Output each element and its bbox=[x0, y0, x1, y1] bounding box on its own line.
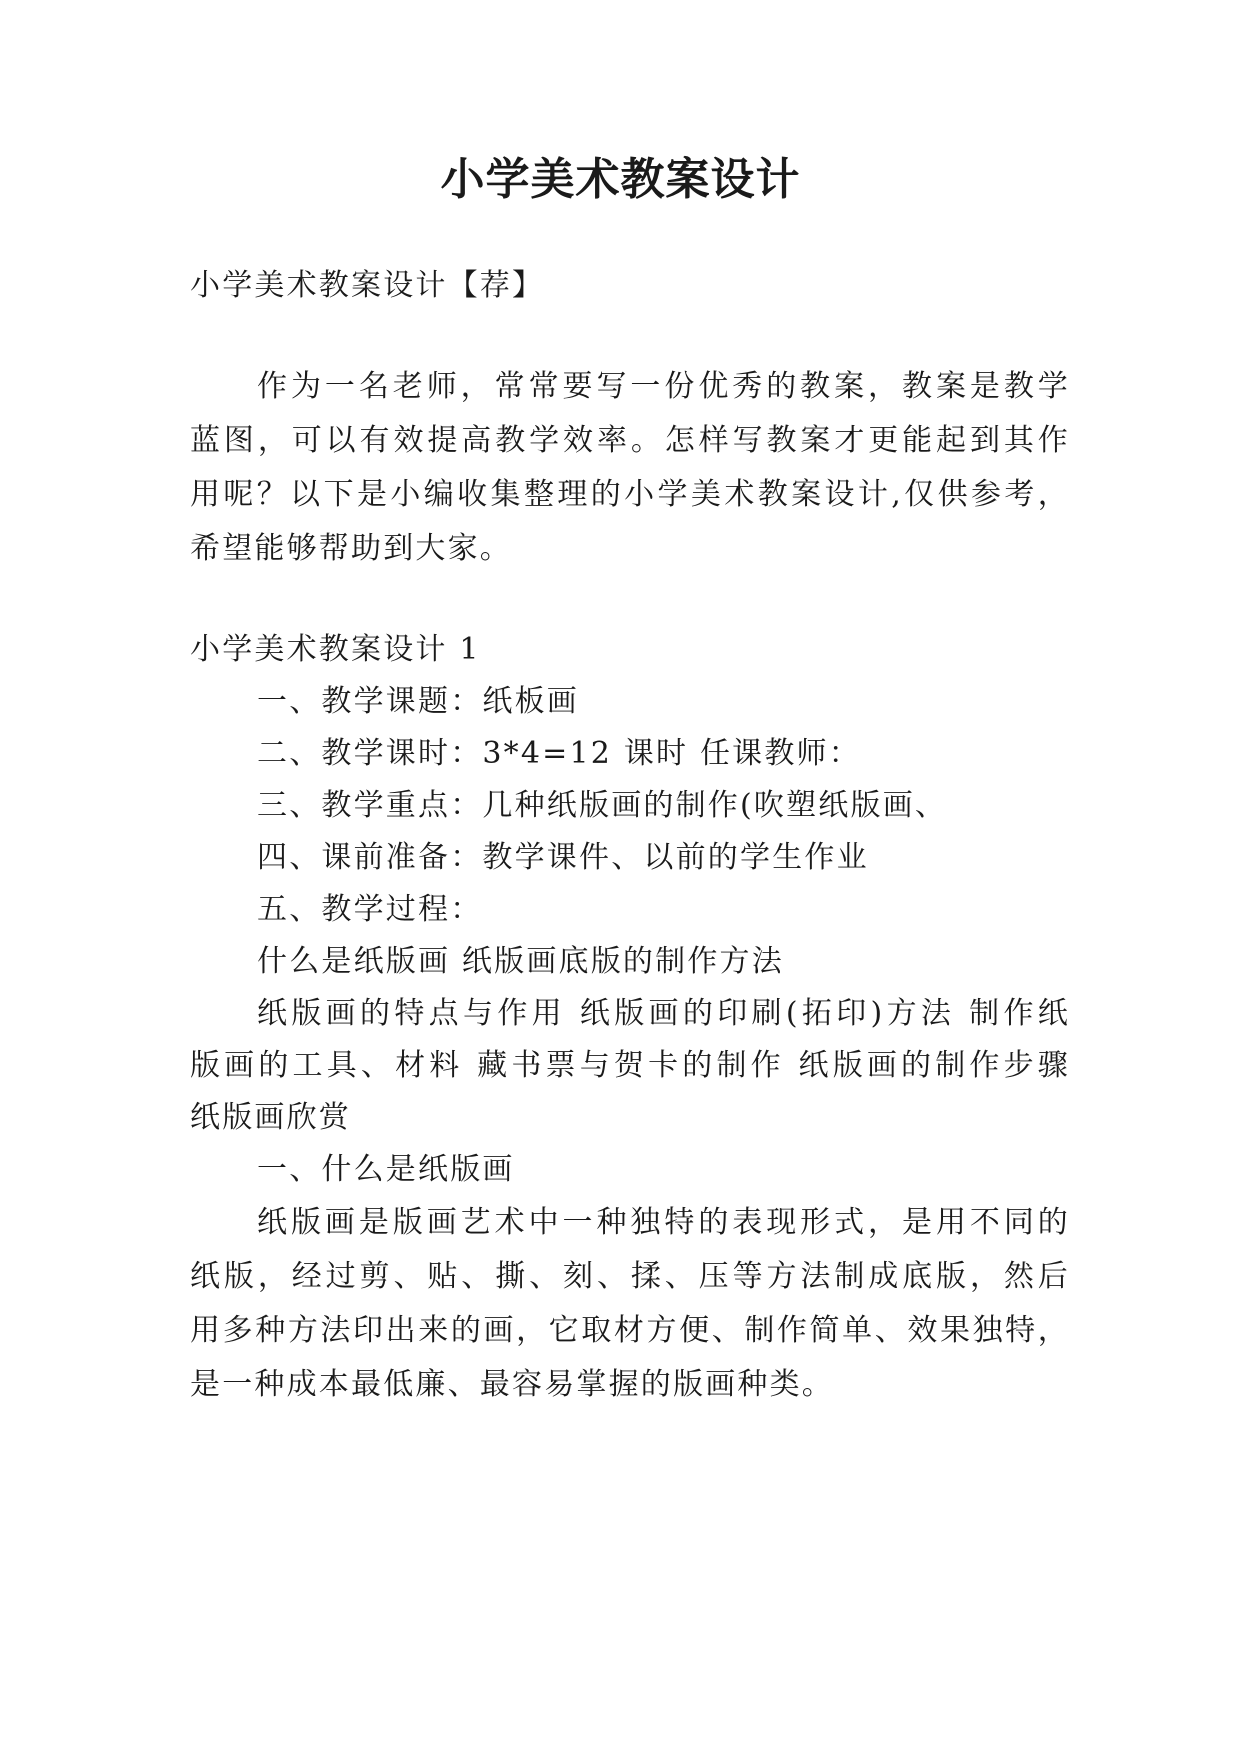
item-preparation: 四、课前准备：教学课件、以前的学生作业 bbox=[257, 840, 869, 875]
topics-line-3: 纸版画欣赏 bbox=[190, 1100, 351, 1135]
item-hours: 二、教学课时：3*4=12 课时 任课教师： bbox=[257, 736, 861, 771]
topics-line-2: 版画的工具、材料 藏书票与贺卡的制作 纸版画的制作步骤 bbox=[190, 1048, 1070, 1083]
description-line-3: 用多种方法印出来的画，它取材方便、制作简单、效果独特， bbox=[190, 1313, 1070, 1348]
item-topic: 一、教学课题：纸板画 bbox=[257, 684, 579, 719]
intro-line-2: 蓝图，可以有效提高教学效率。怎样写教案才更能起到其作 bbox=[190, 423, 1070, 458]
intro-line-1: 作为一名老师，常常要写一份优秀的教案，教案是教学 bbox=[257, 369, 1070, 404]
document-subtitle: 小学美术教案设计【荐】 bbox=[190, 268, 545, 303]
item-focus: 三、教学重点：几种纸版画的制作(吹塑纸版画、 bbox=[257, 788, 948, 823]
item-process: 五、教学过程： bbox=[257, 892, 483, 927]
intro-line-3: 用呢？以下是小编收集整理的小学美术教案设计,仅供参考， bbox=[190, 477, 1070, 512]
description-line-1: 纸版画是版画艺术中一种独特的表现形式，是用不同的 bbox=[257, 1205, 1070, 1240]
sub-heading: 一、什么是纸版画 bbox=[257, 1152, 515, 1187]
section-heading: 小学美术教案设计 1 bbox=[190, 632, 481, 667]
description-line-2: 纸版，经过剪、贴、撕、刻、揉、压等方法制成底版，然后 bbox=[190, 1259, 1070, 1294]
description-line-4: 是一种成本最低廉、最容易掌握的版画种类。 bbox=[190, 1367, 834, 1402]
item-process-detail: 什么是纸版画 纸版画底版的制作方法 bbox=[257, 944, 784, 979]
topics-line-1: 纸版画的特点与作用 纸版画的印刷(拓印)方法 制作纸 bbox=[257, 996, 1070, 1031]
page-title: 小学美术教案设计 bbox=[440, 154, 801, 205]
intro-line-4: 希望能够帮助到大家。 bbox=[190, 531, 512, 566]
